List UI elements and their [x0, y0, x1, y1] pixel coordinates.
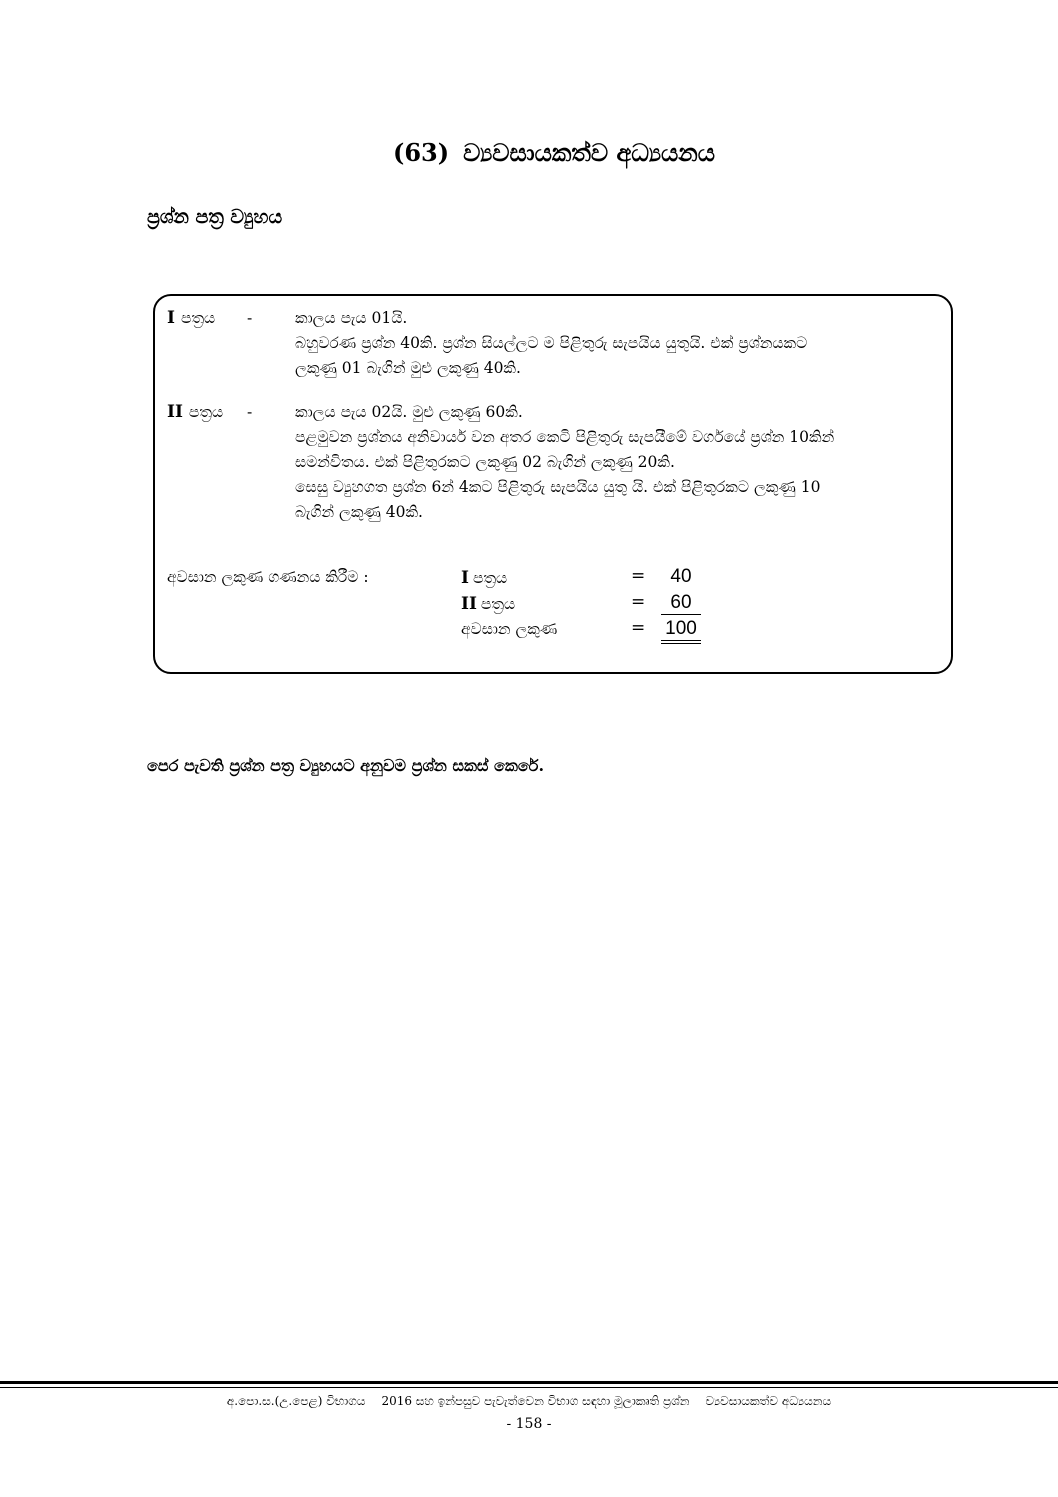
calculation-label: අවසාන ලකුණ ගණනය කිරීම : — [167, 568, 369, 586]
page-number: - 158 - — [506, 1416, 552, 1432]
calc-row-name: II පත්‍රය — [461, 594, 516, 614]
paper-1-line: බහුවරණ ප්‍රශ්න 40කි. ප්‍රශ්න සියල්ලට ම පිළිතුරු සැපයිය යුතුයි. එක් ප්‍රශ්නයකට — [295, 334, 808, 352]
footer-year: 2016 සහ ඉන්පසුව පැවැත්වෙන විභාග සඳහා මූලාකෘති ප්‍රශ්න — [381, 1394, 690, 1408]
paper-2-line: සමන්විතය. එක් පිළිතුරකට ලකුණු 02 බැගින් ලකුණු 20කි. — [295, 453, 675, 471]
footer-rule — [0, 1381, 1058, 1384]
equals-sign: = — [631, 618, 646, 638]
structure-note: පෙර පැවති ප්‍රශ්න පත්‍ර ව්‍යුහයට අනුවම ප්‍රශ්න සකස් කෙරේ. — [147, 756, 545, 775]
paper-2-line: බැගින් ලකුණු 40කි. — [295, 503, 423, 521]
paper-1-line: ලකුණු 01 බැගින් මුළු ලකුණු 40කි. — [295, 359, 521, 377]
subject-number: (63) — [392, 138, 450, 167]
section-heading: ප්‍රශ්න පත්‍ර ව්‍යුහය — [147, 206, 283, 228]
paper-2-line: කාලය පැය 02යි. මුළු ලකුණු 60කි. — [295, 403, 523, 421]
paper-2-description — [295, 400, 955, 525]
calc-row-name: අවසාන ලකුණ — [461, 620, 558, 638]
paper-1-description — [295, 306, 955, 381]
calc-row-paper-1 — [461, 566, 761, 592]
footer — [0, 1394, 1058, 1409]
calc-row-final — [461, 618, 761, 644]
paper-1-line: කාලය පැය 01යි. — [295, 309, 408, 327]
paper-2-line: පළමුවන ප්‍රශ්නය අනිවාර්ය වන අතර කෙටි පිළිතුරු සැපයීමේ වර්ගයේ ප්‍රශ්න 10කින් — [295, 428, 835, 446]
calc-row-value: 40 — [670, 566, 692, 587]
paper-2-dash: - — [247, 403, 253, 421]
paper-1-label: I පත්‍රය — [167, 308, 216, 328]
calc-row-total-value: 100 — [661, 618, 701, 644]
subject-name: ව්‍යවසායකත්ව අධ්‍යයනය — [463, 138, 716, 167]
paper-2-label: II පත්‍රය — [167, 402, 224, 422]
footer-subject: ව්‍යවසායකත්ව අධ්‍යයනය — [705, 1394, 832, 1408]
calc-row-value: 60 — [661, 592, 701, 615]
equals-sign: = — [631, 566, 646, 586]
footer-exam: අ.පො.ස.(උ.පෙළ) විභාගය — [226, 1394, 366, 1408]
calc-row-paper-2 — [461, 592, 761, 618]
equals-sign: = — [631, 592, 646, 612]
paper-2-line: සෙසු ව්‍යුහගත ප්‍රශ්න 6න් 4කට පිළිතුරු සැපයිය යුතු යි. එක් පිළිතුරකට ලකුණු 10 — [295, 478, 821, 496]
paper-1-dash: - — [247, 309, 253, 327]
footer-rule — [0, 1387, 1058, 1388]
page-title — [0, 138, 1058, 167]
calc-row-name: I පත්‍රය — [461, 568, 508, 588]
paper-structure-box — [153, 294, 953, 674]
